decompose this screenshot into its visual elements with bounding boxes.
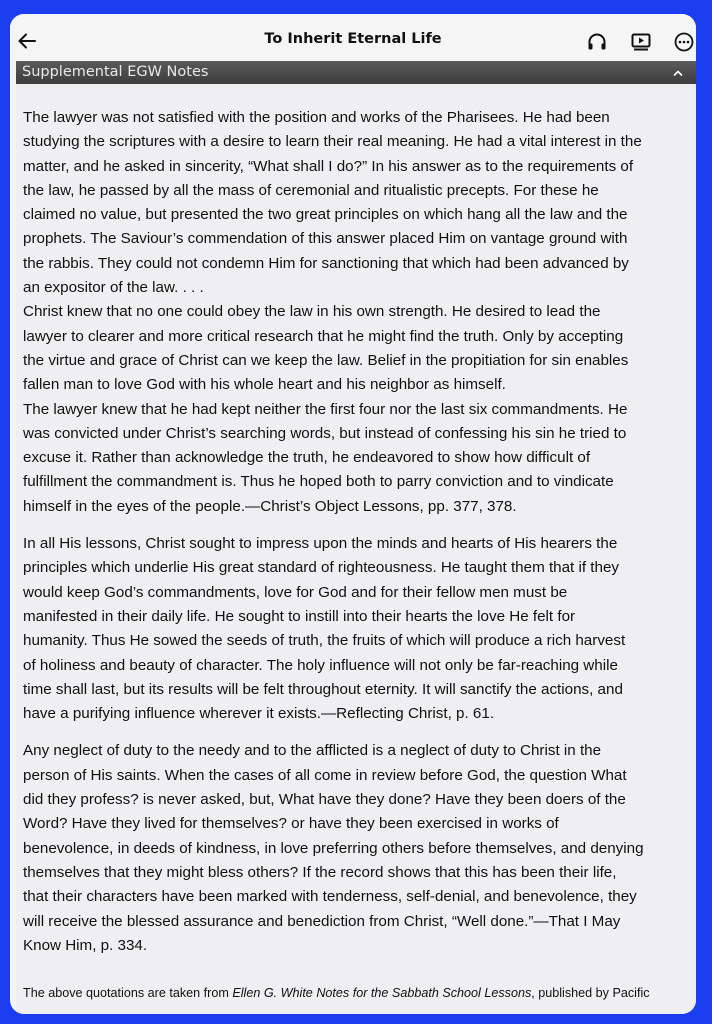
text-line: would keep God’s commandments, love for God and for their fellow men must be (23, 583, 568, 601)
paragraph (23, 106, 691, 519)
text-line: the virtue and grace of Christ can we keep the law. Belief in the propitiation for sin enables (23, 351, 629, 369)
text-line: humanity. Thus He sowed the seeds of truth, the fruits of which will produce a rich harvest (23, 632, 626, 650)
notes-content[interactable] (16, 84, 696, 1014)
text-line: the law, he passed by all the mass of ceremonial and ritualistic precepts. For these he (23, 181, 599, 199)
text-line: benevolence, in deeds of kindness, in love preferring others before themselves, and denying (23, 839, 644, 857)
text-line: did they profess? is never asked, but, What have they done? Have they been doers of the (23, 791, 626, 809)
text-line: lawyer to clearer and more critical research that he might find the truth. Only by accepting (23, 327, 624, 345)
text-line: fulfillment the commandment is. Thus he hoped both to parry conviction and to vindicate (23, 473, 614, 491)
text-line: person of His saints. When the cases of all come in review before God, the question What (23, 766, 627, 784)
text-line: was convicted under Christ’s searching words, but instead of confessing his sin he tried to (23, 424, 627, 442)
text-line: himself in the eyes of the people.—Christ’s Object Lessons, pp. 377, 378. (23, 497, 517, 515)
text-line: studying the scriptures with a desire to learn their real meaning. He had a vital interest in the (23, 133, 642, 151)
page-title: To Inherit Eternal Life (264, 31, 442, 47)
text-line: of holiness and beauty of character. The holy influence will not only be far-reaching while (23, 656, 618, 674)
notes-text (23, 106, 691, 971)
footnote-suffix: , published by Pacific (531, 986, 650, 1000)
source-footnote (23, 984, 691, 1002)
text-line: principles which underlie His great standard of righteousness. He taught them that if they (23, 559, 620, 577)
chevron-up-icon[interactable] (672, 61, 684, 84)
text-line: In all His lessons, Christ sought to impress upon the minds and hearts of His hearers the (23, 535, 618, 553)
paragraph (23, 532, 691, 726)
text-line: themselves that they might bless others? If the record shows that this has been their life, (23, 863, 617, 881)
text-line: The lawyer knew that he had kept neither the first four nor the last six commandments. He (23, 400, 628, 418)
headphones-icon[interactable] (586, 31, 608, 53)
more-options-icon[interactable] (673, 31, 695, 53)
text-line: manifested in their daily life. He sought to instill into their hearts the love He felt for (23, 607, 576, 625)
text-line: fallen man to love God with his whole heart and his neighbor as himself. (23, 376, 506, 394)
text-line: The lawyer was not satisfied with the position and works of the Pharisees. He had been (23, 109, 610, 126)
section-header[interactable] (16, 61, 696, 84)
text-line: have a purifying influence wherever it exists.—Reflecting Christ, p. 61. (23, 705, 495, 723)
text-line: time shall last, but its results will be felt throughout eternity. It will sanctify the actions, and (23, 680, 623, 698)
text-line: Any neglect of duty to the needy and to the afflicted is a neglect of duty to Christ in the (23, 742, 602, 760)
text-line: claimed no value, but presented the two great principles on which hang all the law and the (23, 206, 628, 224)
footnote-prefix: The above quotations are taken from (23, 986, 233, 1000)
text-line: the rabbis. They could not condemn Him for sanctioning that which had been advanced by (23, 254, 629, 272)
section-title: Supplemental EGW Notes (22, 64, 209, 80)
text-line: Know Him, p. 334. (23, 936, 148, 954)
text-line: Christ knew that no one could obey the law in his own strength. He desired to lead the (23, 303, 601, 321)
video-play-icon[interactable] (630, 31, 652, 53)
text-line: an expositor of the law. . . . (23, 279, 204, 297)
top-navigation-bar (10, 14, 696, 64)
footnote-book-title: Ellen G. White Notes for the Sabbath School Lessons (232, 986, 532, 1000)
paragraph (23, 739, 691, 958)
app-window (10, 14, 696, 1014)
text-line: will receive the blessed assurance and benediction from Christ, “Well done.”—That I May (23, 912, 621, 930)
text-line: prophets. The Saviour’s commendation of this answer placed Him on vantage ground with (23, 230, 628, 248)
text-line: that their characters have been marked with tenderness, self-denial, and benevolence, they (23, 888, 637, 906)
text-line: matter, and he asked in sincerity, “What shall I do?” In his answer as to the requirements of (23, 157, 634, 175)
text-line: Word? Have they lived for themselves? or have they been exercised in works of (23, 815, 559, 833)
back-arrow-icon[interactable] (16, 30, 38, 52)
text-line: excuse it. Rather than acknowledge the truth, he endeavored to show how difficult of (23, 449, 591, 467)
